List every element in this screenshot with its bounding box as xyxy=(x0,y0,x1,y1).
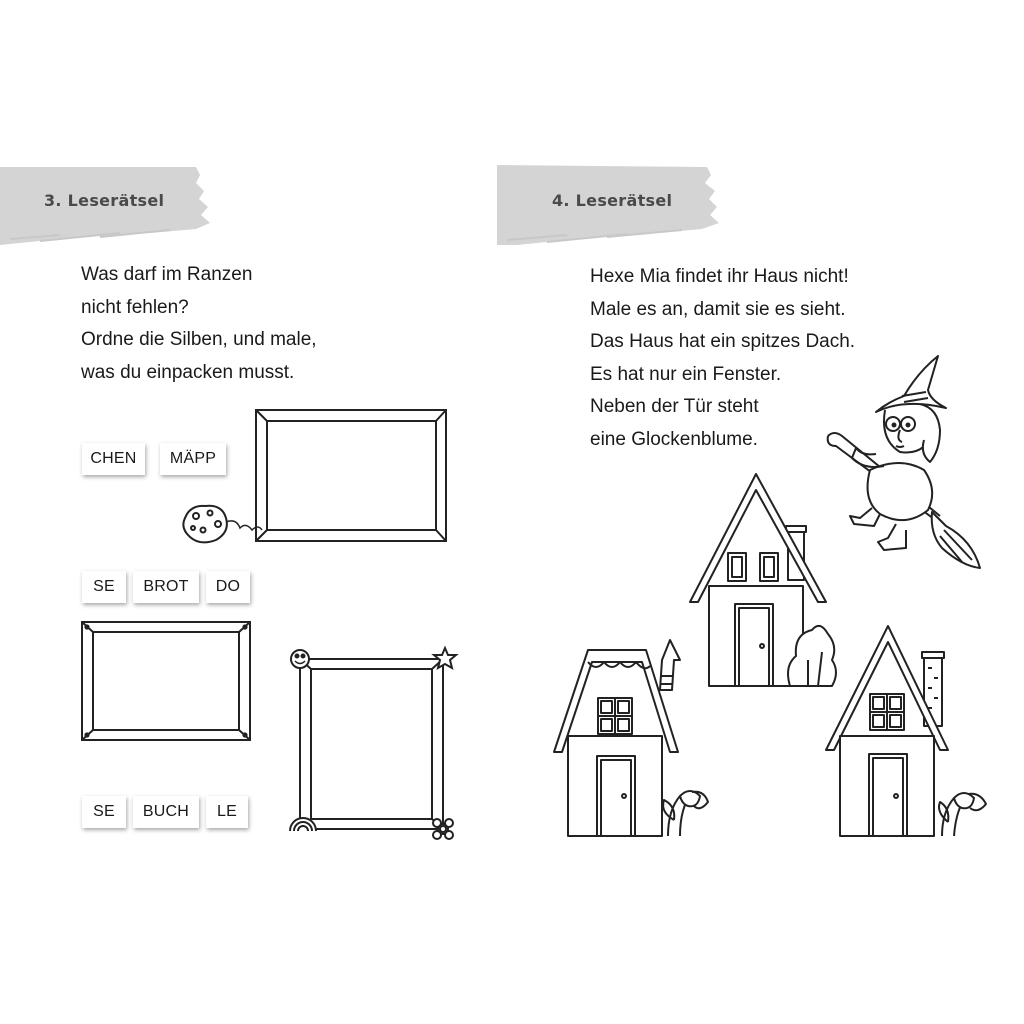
house-right[interactable] xyxy=(826,626,986,836)
witch-on-broom-icon xyxy=(828,356,980,568)
drawing-frame-lunchbox[interactable] xyxy=(82,622,250,740)
syllable-tile[interactable]: BROT xyxy=(133,571,199,603)
syllable-tile[interactable]: SE xyxy=(82,571,126,603)
house-left[interactable] xyxy=(554,640,708,836)
instruction-line: Das Haus hat ein spitzes Dach. xyxy=(590,331,856,352)
left-page-title: 3. Leserätsel xyxy=(44,191,165,210)
instruction-line: Hexe Mia findet ihr Haus nicht! xyxy=(590,266,849,287)
smiley-button-icon xyxy=(291,650,309,668)
syllable-tile[interactable]: MÄPP xyxy=(160,443,226,475)
syllable-tile[interactable]: LE xyxy=(206,796,248,828)
syllable-tile[interactable]: BUCH xyxy=(133,796,199,828)
right-page xyxy=(512,0,1024,1024)
right-line-art xyxy=(512,0,1024,1024)
syllable-tile[interactable]: SE xyxy=(82,796,126,828)
right-page-title: 4. Leserätsel xyxy=(552,191,673,210)
house-top[interactable] xyxy=(690,474,836,686)
instruction-line: Male es an, damit sie es sieht. xyxy=(590,298,846,320)
instruction-line: was du einpacken musst. xyxy=(81,361,295,383)
instruction-line: Es hat nur ein Fenster. xyxy=(590,363,782,385)
instruction-line: Neben der Tür steht xyxy=(590,396,759,417)
syllable-tile[interactable]: DO xyxy=(206,571,250,603)
instruction-line: eine Glockenblume. xyxy=(590,428,758,450)
cookie-icon xyxy=(183,506,262,543)
instruction-line: Was darf im Ranzen xyxy=(81,264,253,285)
syllable-tile[interactable]: CHEN xyxy=(82,443,145,475)
drawing-frame-book-bag[interactable] xyxy=(300,659,443,829)
drawing-frame-pencil-case[interactable] xyxy=(256,410,446,541)
instruction-line: nicht fehlen? xyxy=(81,296,189,318)
instruction-line: Ordne die Silben, und male, xyxy=(81,329,317,350)
